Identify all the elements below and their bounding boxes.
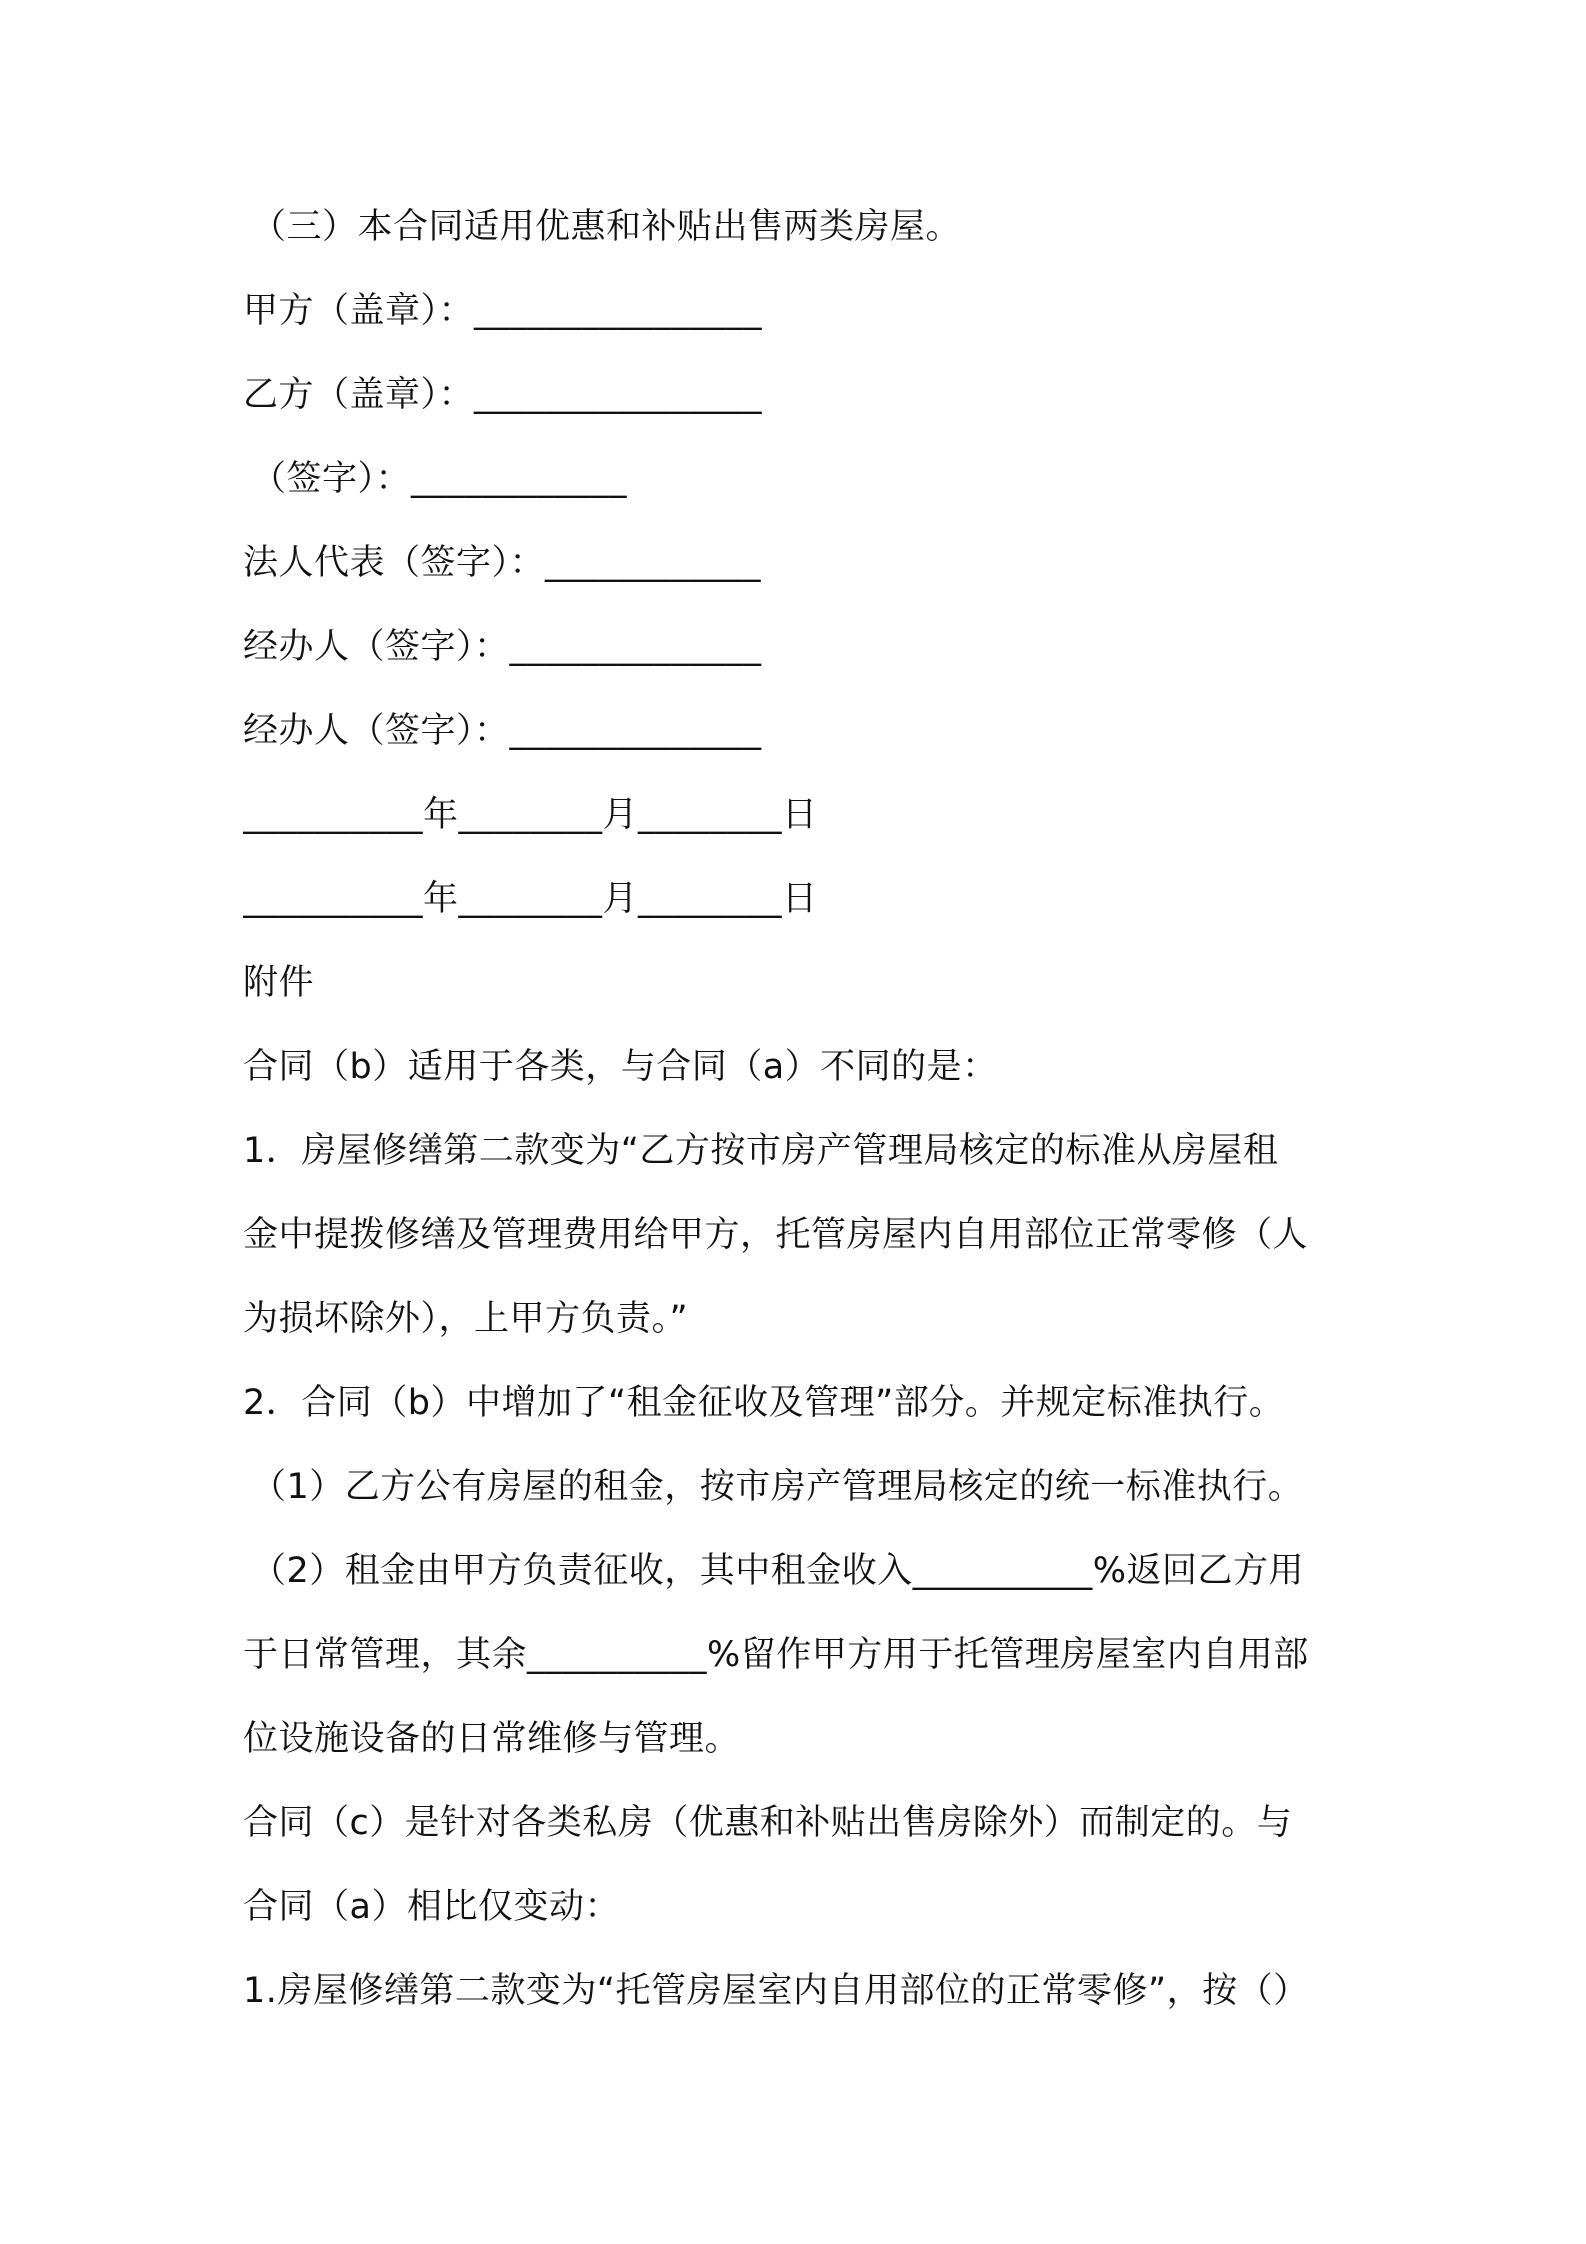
document-body <box>243 197 1358 2045</box>
contract-b-item-2-sub-2-line-2: 于日常管理，其余__________%留作甲方用于托管理房屋室内自用部 <box>243 1635 1309 1675</box>
contract-b-item-2-sub-2-line-1: （2）租金由甲方负责征收，其中租金收入__________%返回乙方用 <box>251 1551 1305 1591</box>
handler-signature-line-1: 经办人（签字）：______________ <box>243 627 762 667</box>
legal-representative-signature-line: 法人代表（签字）：____________ <box>243 543 762 583</box>
date-line-2: __________年________月________日 <box>243 879 818 919</box>
party-a-seal-line: 甲方（盖章）：________________ <box>243 291 763 331</box>
contract-b-intro: 合同（b）适用于各类，与合同（a）不同的是： <box>243 1047 998 1087</box>
date-line-1: __________年________月________日 <box>243 795 818 835</box>
contract-b-item-2-sub-1: （1）乙方公有房屋的租金，按市房产管理局核定的统一标准执行。 <box>251 1467 1304 1507</box>
contract-b-item-2: 2．合同（b）中增加了“租金征收及管理”部分。并规定标准执行。 <box>243 1383 1285 1423</box>
clause-3-applicable-housing: （三）本合同适用优惠和补贴出售两类房屋。 <box>251 207 962 247</box>
contract-b-item-1-line-3: 为损坏除外），上甲方负责。” <box>243 1299 689 1339</box>
contract-b-item-2-sub-2-line-3: 位设施设备的日常维修与管理。 <box>243 1719 741 1759</box>
signature-line: （签字）：____________ <box>251 459 628 499</box>
appendix-heading: 附件 <box>243 963 315 1003</box>
contract-c-intro-line-1: 合同（c）是针对各类私房（优惠和补贴出售房除外）而制定的。与 <box>243 1803 1293 1843</box>
contract-b-item-1-line-1: 1．房屋修缮第二款变为“乙方按市房产管理局核定的标准从房屋租 <box>243 1131 1279 1171</box>
handler-signature-line-2: 经办人（签字）：______________ <box>243 711 762 751</box>
party-b-seal-line: 乙方（盖章）：________________ <box>243 375 763 415</box>
contract-c-intro-line-2: 合同（a）相比仅变动： <box>243 1887 620 1927</box>
contract-b-item-1-line-2: 金中提拨修缮及管理费用给甲方，托管房屋内自用部位正常零修（人 <box>243 1215 1309 1255</box>
contract-c-item-1: 1.房屋修缮第二款变为“托管房屋室内自用部位的正常零修”，按（） <box>243 1971 1309 2011</box>
